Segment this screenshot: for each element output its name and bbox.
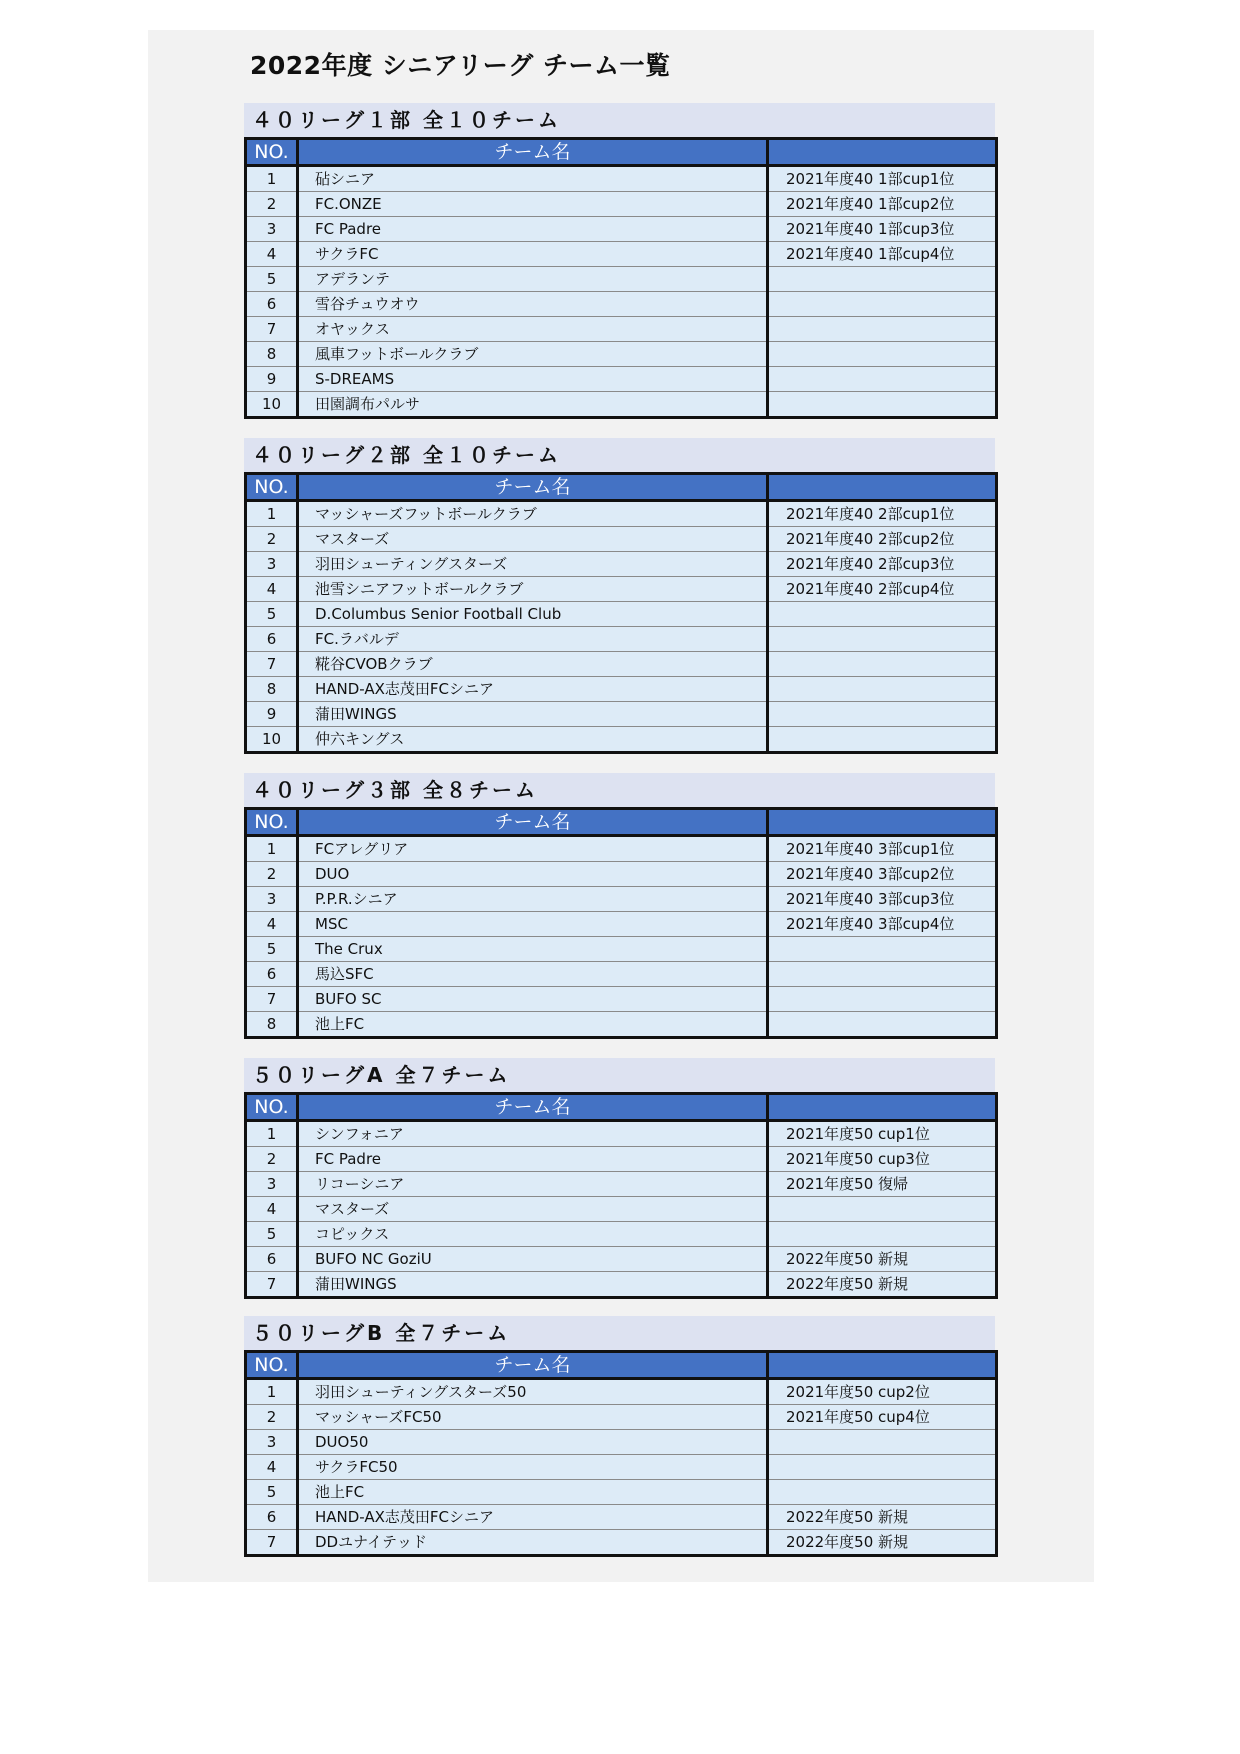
table-row [246, 242, 997, 267]
header-team-name: チーム名 [298, 474, 768, 501]
row-number: 1 [246, 1379, 298, 1405]
row-number: 3 [246, 217, 298, 242]
table-header-row [246, 1094, 997, 1121]
table-row [246, 1530, 997, 1556]
league-section [244, 438, 995, 754]
team-note [768, 1430, 997, 1455]
team-note: 2022年度50 新規 [768, 1505, 997, 1530]
team-name: The Crux [298, 937, 768, 962]
header-no: NO. [246, 139, 298, 166]
row-number: 7 [246, 987, 298, 1012]
row-number: 7 [246, 1272, 298, 1298]
row-number: 5 [246, 1222, 298, 1247]
team-note [768, 962, 997, 987]
table-header-row [246, 139, 997, 166]
table-row [246, 887, 997, 912]
team-note: 2021年度40 1部cup2位 [768, 192, 997, 217]
row-number: 5 [246, 1480, 298, 1505]
header-note [768, 139, 997, 166]
team-note: 2021年度50 cup2位 [768, 1379, 997, 1405]
row-number: 3 [246, 1430, 298, 1455]
row-number: 8 [246, 677, 298, 702]
table-row [246, 552, 997, 577]
row-number: 6 [246, 292, 298, 317]
header-note [768, 1352, 997, 1379]
team-name: 蒲田WINGS [298, 702, 768, 727]
row-number: 6 [246, 1247, 298, 1272]
row-number: 9 [246, 367, 298, 392]
team-name: リコーシニア [298, 1172, 768, 1197]
team-note [768, 1222, 997, 1247]
row-number: 1 [246, 166, 298, 192]
team-name: 糀谷CVOBクラブ [298, 652, 768, 677]
team-note: 2021年度40 1部cup3位 [768, 217, 997, 242]
header-team-name: チーム名 [298, 1352, 768, 1379]
header-team-name: チーム名 [298, 809, 768, 836]
team-name: BUFO NC GoziU [298, 1247, 768, 1272]
row-number: 7 [246, 317, 298, 342]
team-name: コピックス [298, 1222, 768, 1247]
team-name: 馬込SFC [298, 962, 768, 987]
row-number: 2 [246, 1405, 298, 1430]
table-row [246, 652, 997, 677]
team-note: 2021年度40 2部cup4位 [768, 577, 997, 602]
table-row [246, 367, 997, 392]
team-name: DUO [298, 862, 768, 887]
row-number: 3 [246, 887, 298, 912]
table-row [246, 1455, 997, 1480]
team-note: 2021年度40 3部cup4位 [768, 912, 997, 937]
team-note [768, 1012, 997, 1038]
row-number: 4 [246, 912, 298, 937]
row-number: 2 [246, 192, 298, 217]
team-note [768, 267, 997, 292]
league-section [244, 1058, 995, 1299]
section-heading: ４０リーグ２部 全１０チーム [244, 438, 995, 472]
team-note: 2021年度50 cup1位 [768, 1121, 997, 1147]
header-no: NO. [246, 1094, 298, 1121]
team-name: D.Columbus Senior Football Club [298, 602, 768, 627]
row-number: 10 [246, 392, 298, 418]
row-number: 2 [246, 1147, 298, 1172]
table-row [246, 627, 997, 652]
section-heading: ４０リーグ１部 全１０チーム [244, 103, 995, 137]
table-row [246, 1012, 997, 1038]
header-no: NO. [246, 474, 298, 501]
team-name: FCアレグリア [298, 836, 768, 862]
team-note [768, 937, 997, 962]
row-number: 4 [246, 1197, 298, 1222]
table-row [246, 937, 997, 962]
header-no: NO. [246, 809, 298, 836]
team-table [244, 137, 998, 419]
league-section [244, 773, 995, 1039]
table-row [246, 317, 997, 342]
header-note [768, 1094, 997, 1121]
table-row [246, 1172, 997, 1197]
team-note [768, 342, 997, 367]
team-name: FC Padre [298, 217, 768, 242]
section-heading: ５０リーグB 全７チーム [244, 1316, 995, 1350]
table-row [246, 727, 997, 753]
table-row [246, 862, 997, 887]
team-note: 2022年度50 新規 [768, 1530, 997, 1556]
table-row [246, 987, 997, 1012]
table-row [246, 1480, 997, 1505]
table-row [246, 1272, 997, 1298]
team-name: 池上FC [298, 1480, 768, 1505]
team-note [768, 627, 997, 652]
table-row [246, 392, 997, 418]
team-name: S-DREAMS [298, 367, 768, 392]
team-table [244, 1092, 998, 1299]
team-name: 砧シニア [298, 166, 768, 192]
row-number: 7 [246, 1530, 298, 1556]
table-row [246, 527, 997, 552]
section-heading: ４０リーグ３部 全８チーム [244, 773, 995, 807]
team-note [768, 677, 997, 702]
team-note: 2021年度40 3部cup1位 [768, 836, 997, 862]
row-number: 8 [246, 1012, 298, 1038]
team-table [244, 472, 998, 754]
team-name: DUO50 [298, 1430, 768, 1455]
row-number: 6 [246, 1505, 298, 1530]
table-header-row [246, 809, 997, 836]
league-section [244, 103, 995, 419]
team-name: 風車フットボールクラブ [298, 342, 768, 367]
row-number: 1 [246, 1121, 298, 1147]
team-note [768, 1480, 997, 1505]
team-note: 2021年度40 1部cup4位 [768, 242, 997, 267]
team-name: 田園調布パルサ [298, 392, 768, 418]
team-note: 2022年度50 新規 [768, 1272, 997, 1298]
team-table [244, 1350, 998, 1557]
row-number: 10 [246, 727, 298, 753]
team-note: 2022年度50 新規 [768, 1247, 997, 1272]
team-name: FC.ラバルデ [298, 627, 768, 652]
team-note: 2021年度40 3部cup3位 [768, 887, 997, 912]
page-title: 2022年度 シニアリーグ チーム一覧 [250, 51, 671, 80]
section-heading: ５０リーグA 全７チーム [244, 1058, 995, 1092]
table-row [246, 292, 997, 317]
row-number: 6 [246, 627, 298, 652]
table-row [246, 1247, 997, 1272]
table-row [246, 1147, 997, 1172]
row-number: 8 [246, 342, 298, 367]
team-name: P.P.R.シニア [298, 887, 768, 912]
team-name: 雪谷チュウオウ [298, 292, 768, 317]
team-note [768, 367, 997, 392]
team-note [768, 392, 997, 418]
table-row [246, 1379, 997, 1405]
table-row [246, 1121, 997, 1147]
team-note: 2021年度40 2部cup2位 [768, 527, 997, 552]
team-name: BUFO SC [298, 987, 768, 1012]
row-number: 5 [246, 937, 298, 962]
team-note [768, 602, 997, 627]
team-name: サクラFC [298, 242, 768, 267]
row-number: 3 [246, 1172, 298, 1197]
team-name: 池上FC [298, 1012, 768, 1038]
team-name: 池雪シニアフットボールクラブ [298, 577, 768, 602]
team-note [768, 987, 997, 1012]
table-row [246, 1222, 997, 1247]
header-team-name: チーム名 [298, 139, 768, 166]
team-table [244, 807, 998, 1039]
team-name: 蒲田WINGS [298, 1272, 768, 1298]
team-note [768, 1197, 997, 1222]
team-name: サクラFC50 [298, 1455, 768, 1480]
row-number: 1 [246, 836, 298, 862]
header-note [768, 809, 997, 836]
row-number: 4 [246, 1455, 298, 1480]
table-header-row [246, 1352, 997, 1379]
team-note [768, 652, 997, 677]
table-row [246, 342, 997, 367]
header-note [768, 474, 997, 501]
row-number: 1 [246, 501, 298, 527]
team-name: DDユナイテッド [298, 1530, 768, 1556]
table-row [246, 602, 997, 627]
team-name: アデランテ [298, 267, 768, 292]
team-name: オヤックス [298, 317, 768, 342]
team-name: シンフォニア [298, 1121, 768, 1147]
team-note: 2021年度40 3部cup2位 [768, 862, 997, 887]
team-name: マスターズ [298, 527, 768, 552]
team-name: FC Padre [298, 1147, 768, 1172]
team-name: マッシャーズFC50 [298, 1405, 768, 1430]
table-row [246, 217, 997, 242]
team-note: 2021年度40 2部cup3位 [768, 552, 997, 577]
team-note: 2021年度50 cup3位 [768, 1147, 997, 1172]
team-note: 2021年度40 2部cup1位 [768, 501, 997, 527]
table-header-row [246, 474, 997, 501]
table-row [246, 677, 997, 702]
table-row [246, 192, 997, 217]
row-number: 3 [246, 552, 298, 577]
table-row [246, 962, 997, 987]
team-note: 2021年度40 1部cup1位 [768, 166, 997, 192]
row-number: 9 [246, 702, 298, 727]
team-name: MSC [298, 912, 768, 937]
table-row [246, 1405, 997, 1430]
team-note [768, 292, 997, 317]
team-note [768, 1455, 997, 1480]
table-row [246, 166, 997, 192]
team-name: 羽田シューティングスターズ50 [298, 1379, 768, 1405]
row-number: 4 [246, 577, 298, 602]
team-name: マッシャーズフットボールクラブ [298, 501, 768, 527]
row-number: 5 [246, 267, 298, 292]
row-number: 2 [246, 862, 298, 887]
team-name: HAND-AX志茂田FCシニア [298, 1505, 768, 1530]
table-row [246, 1197, 997, 1222]
team-note [768, 727, 997, 753]
row-number: 6 [246, 962, 298, 987]
row-number: 4 [246, 242, 298, 267]
table-row [246, 702, 997, 727]
team-note [768, 317, 997, 342]
table-row [246, 1505, 997, 1530]
team-name: 羽田シューティングスターズ [298, 552, 768, 577]
row-number: 7 [246, 652, 298, 677]
table-row [246, 912, 997, 937]
row-number: 2 [246, 527, 298, 552]
table-row [246, 501, 997, 527]
team-name: マスターズ [298, 1197, 768, 1222]
team-name: FC.ONZE [298, 192, 768, 217]
table-row [246, 1430, 997, 1455]
row-number: 5 [246, 602, 298, 627]
team-name: 仲六キングス [298, 727, 768, 753]
team-name: HAND-AX志茂田FCシニア [298, 677, 768, 702]
team-note: 2021年度50 復帰 [768, 1172, 997, 1197]
header-team-name: チーム名 [298, 1094, 768, 1121]
header-no: NO. [246, 1352, 298, 1379]
league-section [244, 1316, 995, 1557]
table-row [246, 267, 997, 292]
team-note [768, 702, 997, 727]
team-note: 2021年度50 cup4位 [768, 1405, 997, 1430]
table-row [246, 577, 997, 602]
table-row [246, 836, 997, 862]
